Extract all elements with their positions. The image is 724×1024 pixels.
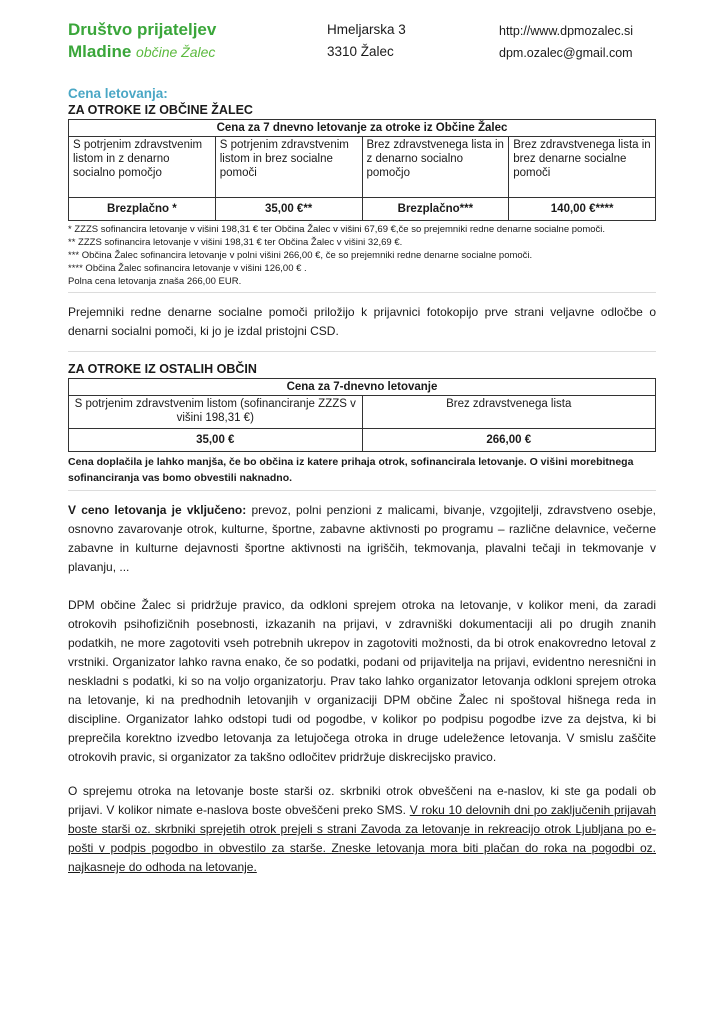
organization-name-line2 [68,42,215,62]
zalec-table-title: Cena za 7 dnevno letovanje za otroke iz Občine Žalec [69,120,656,137]
other-price-cell: 35,00 € [69,429,363,452]
zalec-column-header: S potrjenim zdravstvenim listom in z denarno socialno pomočjo [69,137,216,198]
divider [68,351,656,352]
included-text: prevoz, polni penzioni z malicami, bivanje, vzgojitelji, zdravstveno osebje, osnovno zavarovanje otrok, kulturne, športne, zabavne aktivnosti po programu – različne delavnice, večerne zabavne in kulturne dejavnosti športne aktivnosti na igriščih, tekmovanja, plavalni tečaji in tekmovanje v plavanju, ... [68,503,656,574]
footnote: *** Občina Žalec sofinancira letovanje v polni višini 266,00 €, če so prejemniki redne denarne socialne pomoči. [68,250,533,261]
organization-name-italic: občine Žalec [136,44,216,60]
zalec-price-cell: Brezplačno*** [362,198,509,221]
zalec-price-cell: Brezplačno * [69,198,216,221]
other-price-table [68,378,656,452]
zalec-heading: ZA OTROKE IZ OBČINE ŽALEC [68,103,253,117]
social-aid-paragraph: Prejemniki redne denarne socialne pomoči priložijo k prijavnici fotokopijo prve strani veljavne odločbe o denarni socialni pomoči, ki jo je izdal pristojni CSD. [68,305,656,338]
footnote: * ZZZS sofinancira letovanje v višini 198,31 € ter Občina Žalec v višini 67,69 €,če so prejemniki redne denarne socialne pomoči. [68,224,606,235]
section-title: Cena letovanja: [68,86,168,101]
notice-paragraph [68,782,656,877]
other-table-title: Cena za 7-dnevno letovanje [69,379,656,396]
footnote: Polna cena letovanja znaša 266,00 EUR. [68,276,242,287]
organization-name-line1: Društvo prijateljev [68,20,217,39]
document-body [68,86,656,877]
notice-text: O sprejemu otroka na letovanje boste starši oz. skrbniki otrok obveščeni na e-naslov, ki ste ga podali ob prijavi. V kolikor nimate e-naslova boste obveščeni preko SMS. [68,784,656,817]
other-column-header: S potrjenim zdravstvenim listom (sofinanciranje ZZZS v višini 198,31 €) [69,396,363,429]
footnote: **** Občina Žalec sofinancira letovanje v višini 126,00 € . [68,263,307,274]
footnote: ** ZZZS sofinancira letovanje v višini 198,31 € ter Občina Žalec v višini 32,69 €. [68,237,403,248]
included-lead: V ceno letovanja je vključeno: [68,503,247,517]
other-price-cell: 266,00 € [362,429,656,452]
rights-paragraph: DPM občine Žalec si pridržuje pravico, da odkloni sprejem otroka na letovanje, v kolikor meni, da zaradi otrokovih psihofizičnih posebnosti, izkazanih na prijavi, v zdravniški dokumentaciji ali po drugih znanih podatkih, ne more zagotoviti vseh potrebnih ukrepov in zagotoviti možnosti, da bi otrok enakovredno letoval z vrstniki. Organizator lahko ravna enako, če so podatki, podani od prijavitelja na prijavi, evidentno neresnični in neskladni s podatki, ki so na voljo organizatorju. Prav tako lahko organizator letovanja odkloni sprejem otroka na letovanje, ki na predhodnih letovanjih v organizaciji DPM občine Žalec ni spoštoval hišnega reda in discipline. Organizator lahko odstopi tudi od pogodbe, v kolikor po podpisu pogodbe izve za dejstva, ki bi preprečila korektno izvedbo letovanja za letujočega otroka in druge udeležence letovanja. V smislu zaščite otrokovih pravic, si organizator za takšno odločitev pridržuje diskrecijsko pravico. [68,598,656,764]
organization-name-bold: Mladine [68,42,132,61]
email-link[interactable]: dpm.ozalec@gmail.com [499,46,633,60]
divider [68,292,656,293]
notice-underlined-text: V roku 10 delovnih dni po zaključenih prijavah boste starši oz. skrbniki sprejetih otrok prejeli s strani Zavoda za letovanje in rekreacijo otrok Ljubljana po e-pošti v podpis pogodbo in obvestilo za starše. Zneske letovanja mora biti plačan do roka na pogodbi oz. najkasneje do odhoda na letovanje. [68,803,656,874]
address-city: 3310 Žalec [327,44,394,59]
zalec-column-header: S potrjenim zdravstvenim listom in brez socialne pomoči [215,137,362,198]
other-municipalities-heading: ZA OTROKE IZ OSTALIH OBČIN [68,362,257,376]
zalec-column-header: Brez zdravstvenega lista in z denarno socialno pomočjo [362,137,509,198]
website-link[interactable]: http://www.dpmozalec.si [499,24,634,38]
included-paragraph [68,501,656,577]
zalec-column-header: Brez zdravstvenega lista in brez denarne socialne pomoči [509,137,656,198]
zalec-footnotes [68,223,656,288]
address-street: Hmeljarska 3 [327,22,406,37]
divider [68,490,656,491]
other-column-header: Brez zdravstvenega lista [362,396,656,429]
cofinancing-note: Cena doplačila je lahko manjša, če bo občina iz katere prihaja otrok, sofinancirala letovanje. O višini morebitnega sofinanciranja vas bomo obvestili naknadno. [68,456,634,484]
zalec-price-cell: 35,00 €** [215,198,362,221]
zalec-price-cell: 140,00 €**** [509,198,656,221]
zalec-price-table [68,119,656,221]
letterhead [68,20,652,64]
